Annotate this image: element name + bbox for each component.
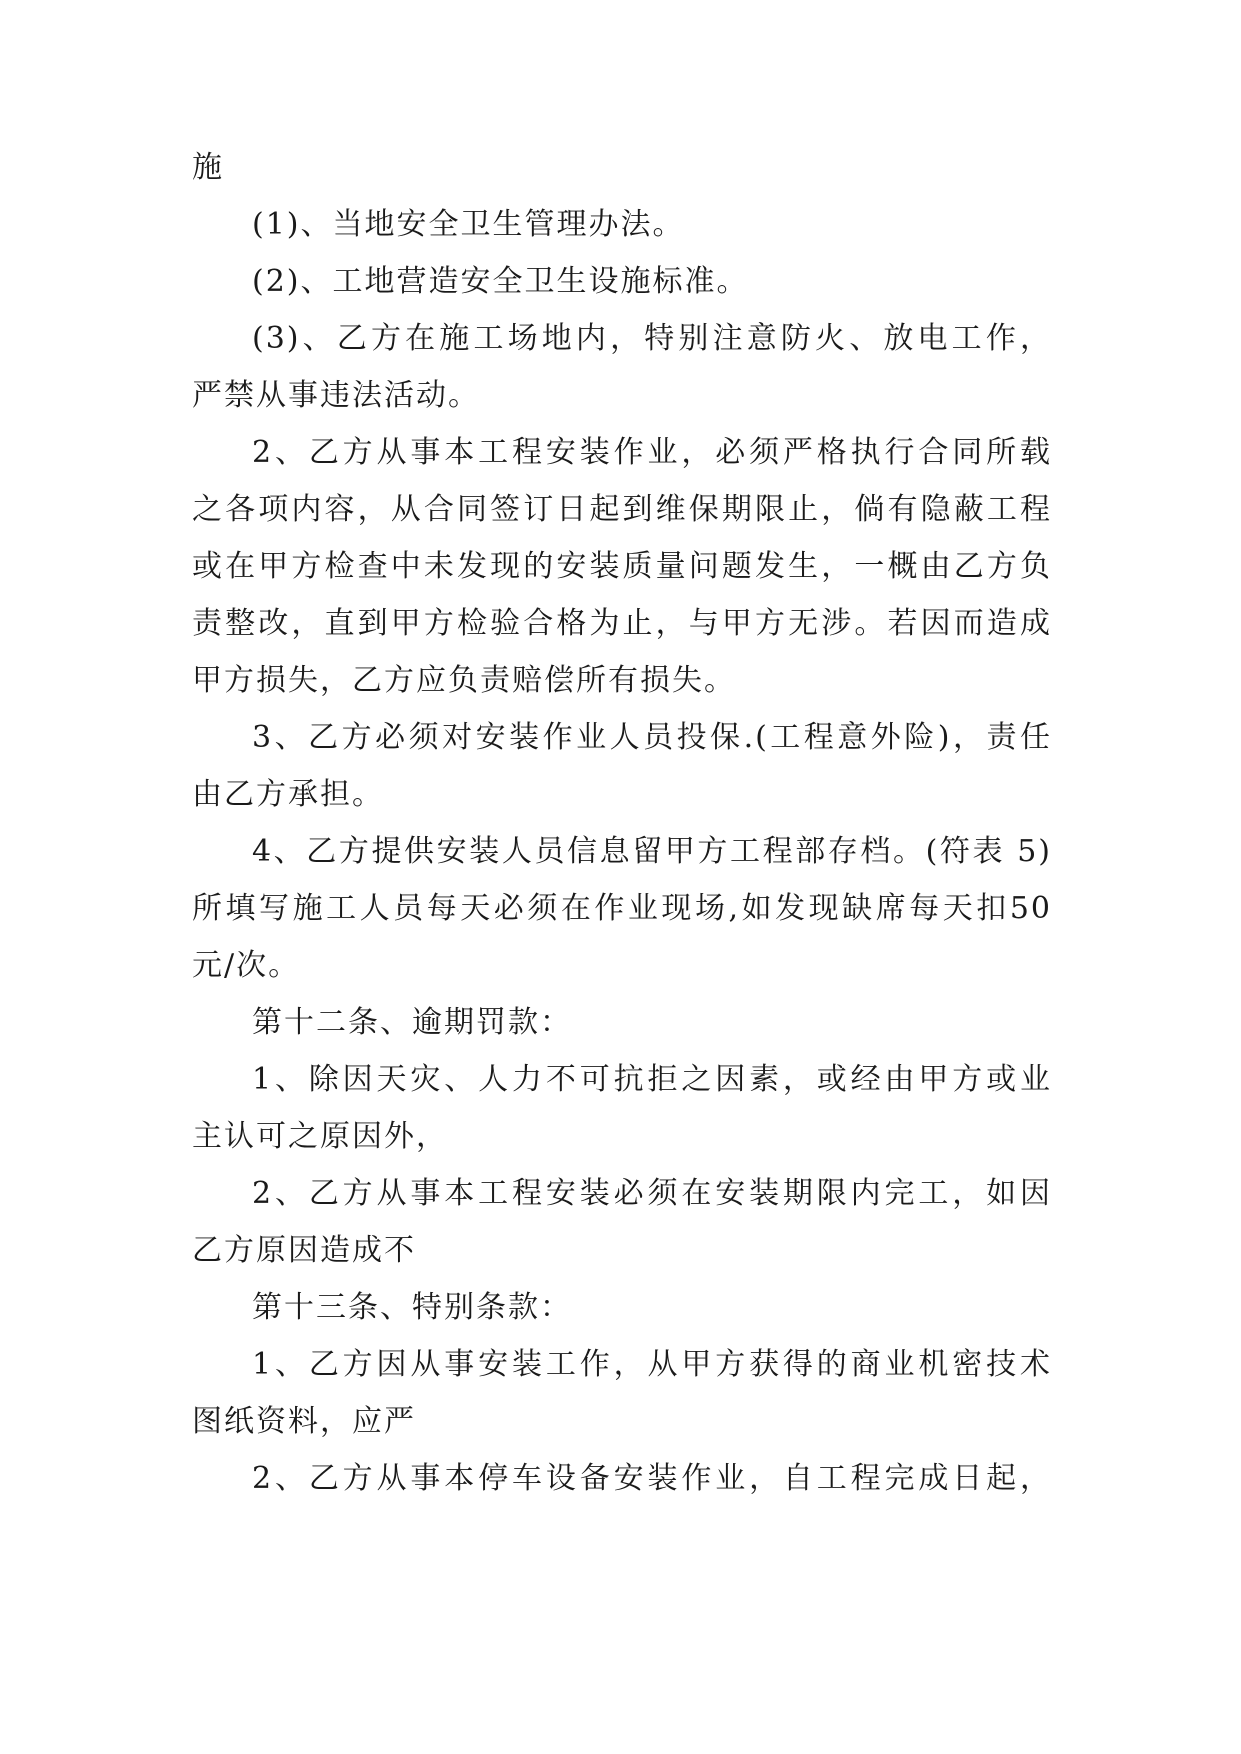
text-line: 或在甲方检查中未发现的安装质量问题发生，一概由乙方负	[192, 549, 1052, 584]
text-line: (3)、乙方在施工场地内，特别注意防火、放电工作，	[252, 321, 1052, 356]
text-line: 所填写施工人员每天必须在作业现场,如发现缺席每天扣50	[192, 891, 1052, 926]
text-line: (1)、当地安全卫生管理办法。	[252, 207, 685, 242]
text-line: 乙方原因造成不	[192, 1233, 416, 1268]
text-line: 主认可之原因外，	[192, 1119, 448, 1154]
text-line: 2、乙方从事本工程安装作业，必须严格执行合同所载	[252, 435, 1052, 470]
section-heading: 第十二条、逾期罚款：	[252, 1005, 572, 1040]
text-line: 1、除因天灾、人力不可抗拒之因素，或经由甲方或业	[252, 1062, 1052, 1097]
text-line: 由乙方承担。	[192, 777, 384, 812]
text-line: 图纸资料，应严	[192, 1404, 416, 1439]
text-line: 4、乙方提供安装人员信息留甲方工程部存档。(符表 5)	[252, 834, 1052, 869]
text-line: 责整改，直到甲方检验合格为止，与甲方无涉。若因而造成	[192, 606, 1052, 641]
section-heading: 第十三条、特别条款：	[252, 1290, 572, 1325]
text-line: 2、乙方从事本工程安装必须在安装期限内完工，如因	[252, 1176, 1052, 1211]
text-line: 施	[192, 150, 224, 185]
text-line: 严禁从事违法活动。	[192, 378, 480, 413]
text-line: (2)、工地营造安全卫生设施标准。	[252, 264, 749, 299]
text-line: 甲方损失，乙方应负责赔偿所有损失。	[192, 663, 736, 698]
text-line: 之各项内容，从合同签订日起到维保期限止，倘有隐蔽工程	[192, 492, 1052, 527]
text-line: 3、乙方必须对安装作业人员投保.(工程意外险)，责任	[252, 720, 1052, 755]
text-line: 元/次。	[192, 948, 301, 983]
text-line: 1、乙方因从事安装工作，从甲方获得的商业机密技术	[252, 1347, 1052, 1382]
text-line: 2、乙方从事本停车设备安装作业，自工程完成日起，	[252, 1461, 1052, 1496]
